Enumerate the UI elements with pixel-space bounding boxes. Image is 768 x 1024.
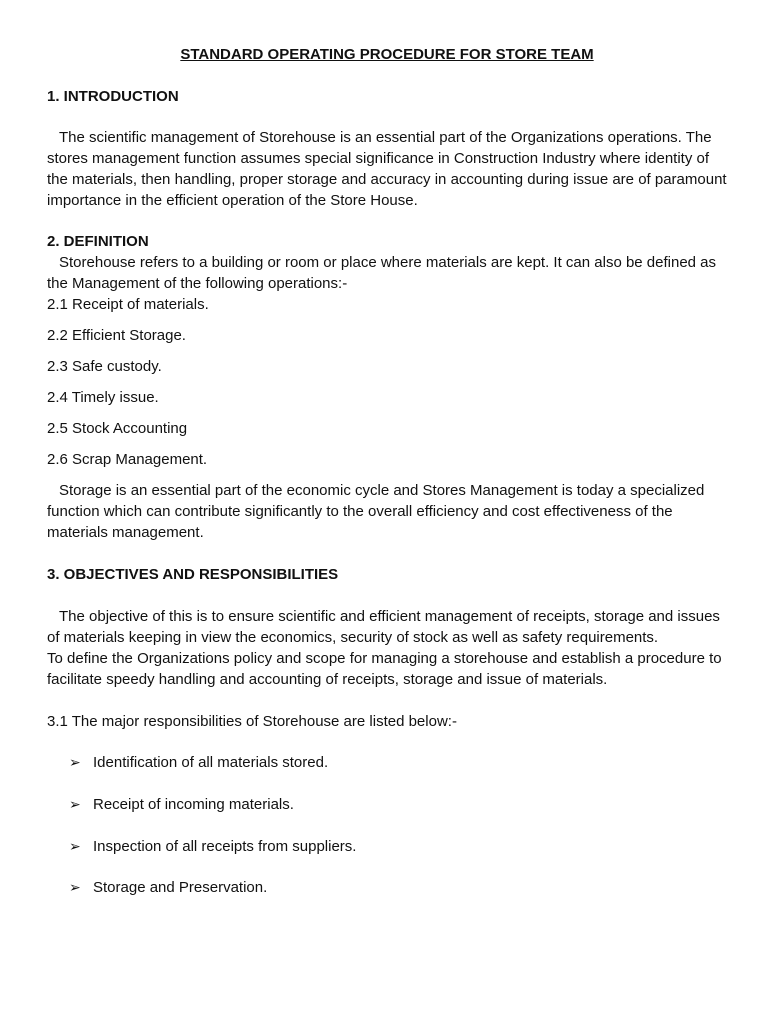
responsibility-item	[69, 836, 727, 857]
responsibility-item	[69, 877, 727, 898]
arrowhead-bullet-icon: ➢	[69, 796, 81, 812]
arrowhead-bullet-icon: ➢	[69, 838, 81, 854]
objectives-heading: 3. OBJECTIVES AND RESPONSIBILITIES	[47, 566, 339, 583]
document-page	[47, 44, 727, 898]
responsibility-text: Identification of all materials stored.	[93, 754, 329, 771]
responsibility-item	[69, 794, 727, 815]
definition-item-3: 2.3 Safe custody.	[47, 358, 162, 375]
definition-heading: 2. DEFINITION	[47, 233, 149, 250]
definition-intro: Storehouse refers to a building or room or place where materials are kept. It can also be defined as the Management of the following operations:-	[47, 254, 717, 292]
responsibility-text: Inspection of all receipts from suppliers.	[93, 838, 357, 855]
definition-closing: Storage is an essential part of the economic cycle and Stores Management is today a specialized function which can contribute significantly to the overall efficiency and cost effectiveness of the materials management.	[47, 482, 705, 541]
responsibility-item	[69, 752, 727, 773]
objectives-para-2: To define the Organizations policy and scope for managing a storehouse and establish a procedure to facilitate speedy handling and accounting of receipts, storage and issue of materials.	[47, 650, 722, 688]
arrowhead-bullet-icon: ➢	[69, 754, 81, 770]
introduction-body: The scientific management of Storehouse is an essential part of the Organizations operations. The stores management function assumes special significance in Construction Industry where identity of the materials, then handling, proper storage and accuracy in accounting during issue are of paramount importance in the efficient operation of the Store House.	[47, 129, 727, 209]
responsibility-text: Storage and Preservation.	[93, 879, 268, 896]
definition-item-4: 2.4 Timely issue.	[47, 389, 159, 406]
responsibilities-intro: 3.1 The major responsibilities of Storehouse are listed below:-	[47, 713, 457, 730]
introduction-heading: 1. INTRODUCTION	[47, 88, 179, 105]
definition-item-6: 2.6 Scrap Management.	[47, 451, 208, 468]
responsibility-text: Receipt of incoming materials.	[93, 796, 294, 813]
objectives-para-1: The objective of this is to ensure scientific and efficient management of receipts, storage and issues of materials keeping in view the economics, security of stock as well as safety requirements.	[47, 608, 720, 646]
arrowhead-bullet-icon: ➢	[69, 879, 81, 895]
definition-item-1: 2.1 Receipt of materials.	[47, 296, 209, 313]
definition-item-2: 2.2 Efficient Storage.	[47, 327, 186, 344]
document-title: STANDARD OPERATING PROCEDURE FOR STORE TEAM	[180, 46, 594, 63]
definition-item-5: 2.5 Stock Accounting	[47, 420, 188, 437]
